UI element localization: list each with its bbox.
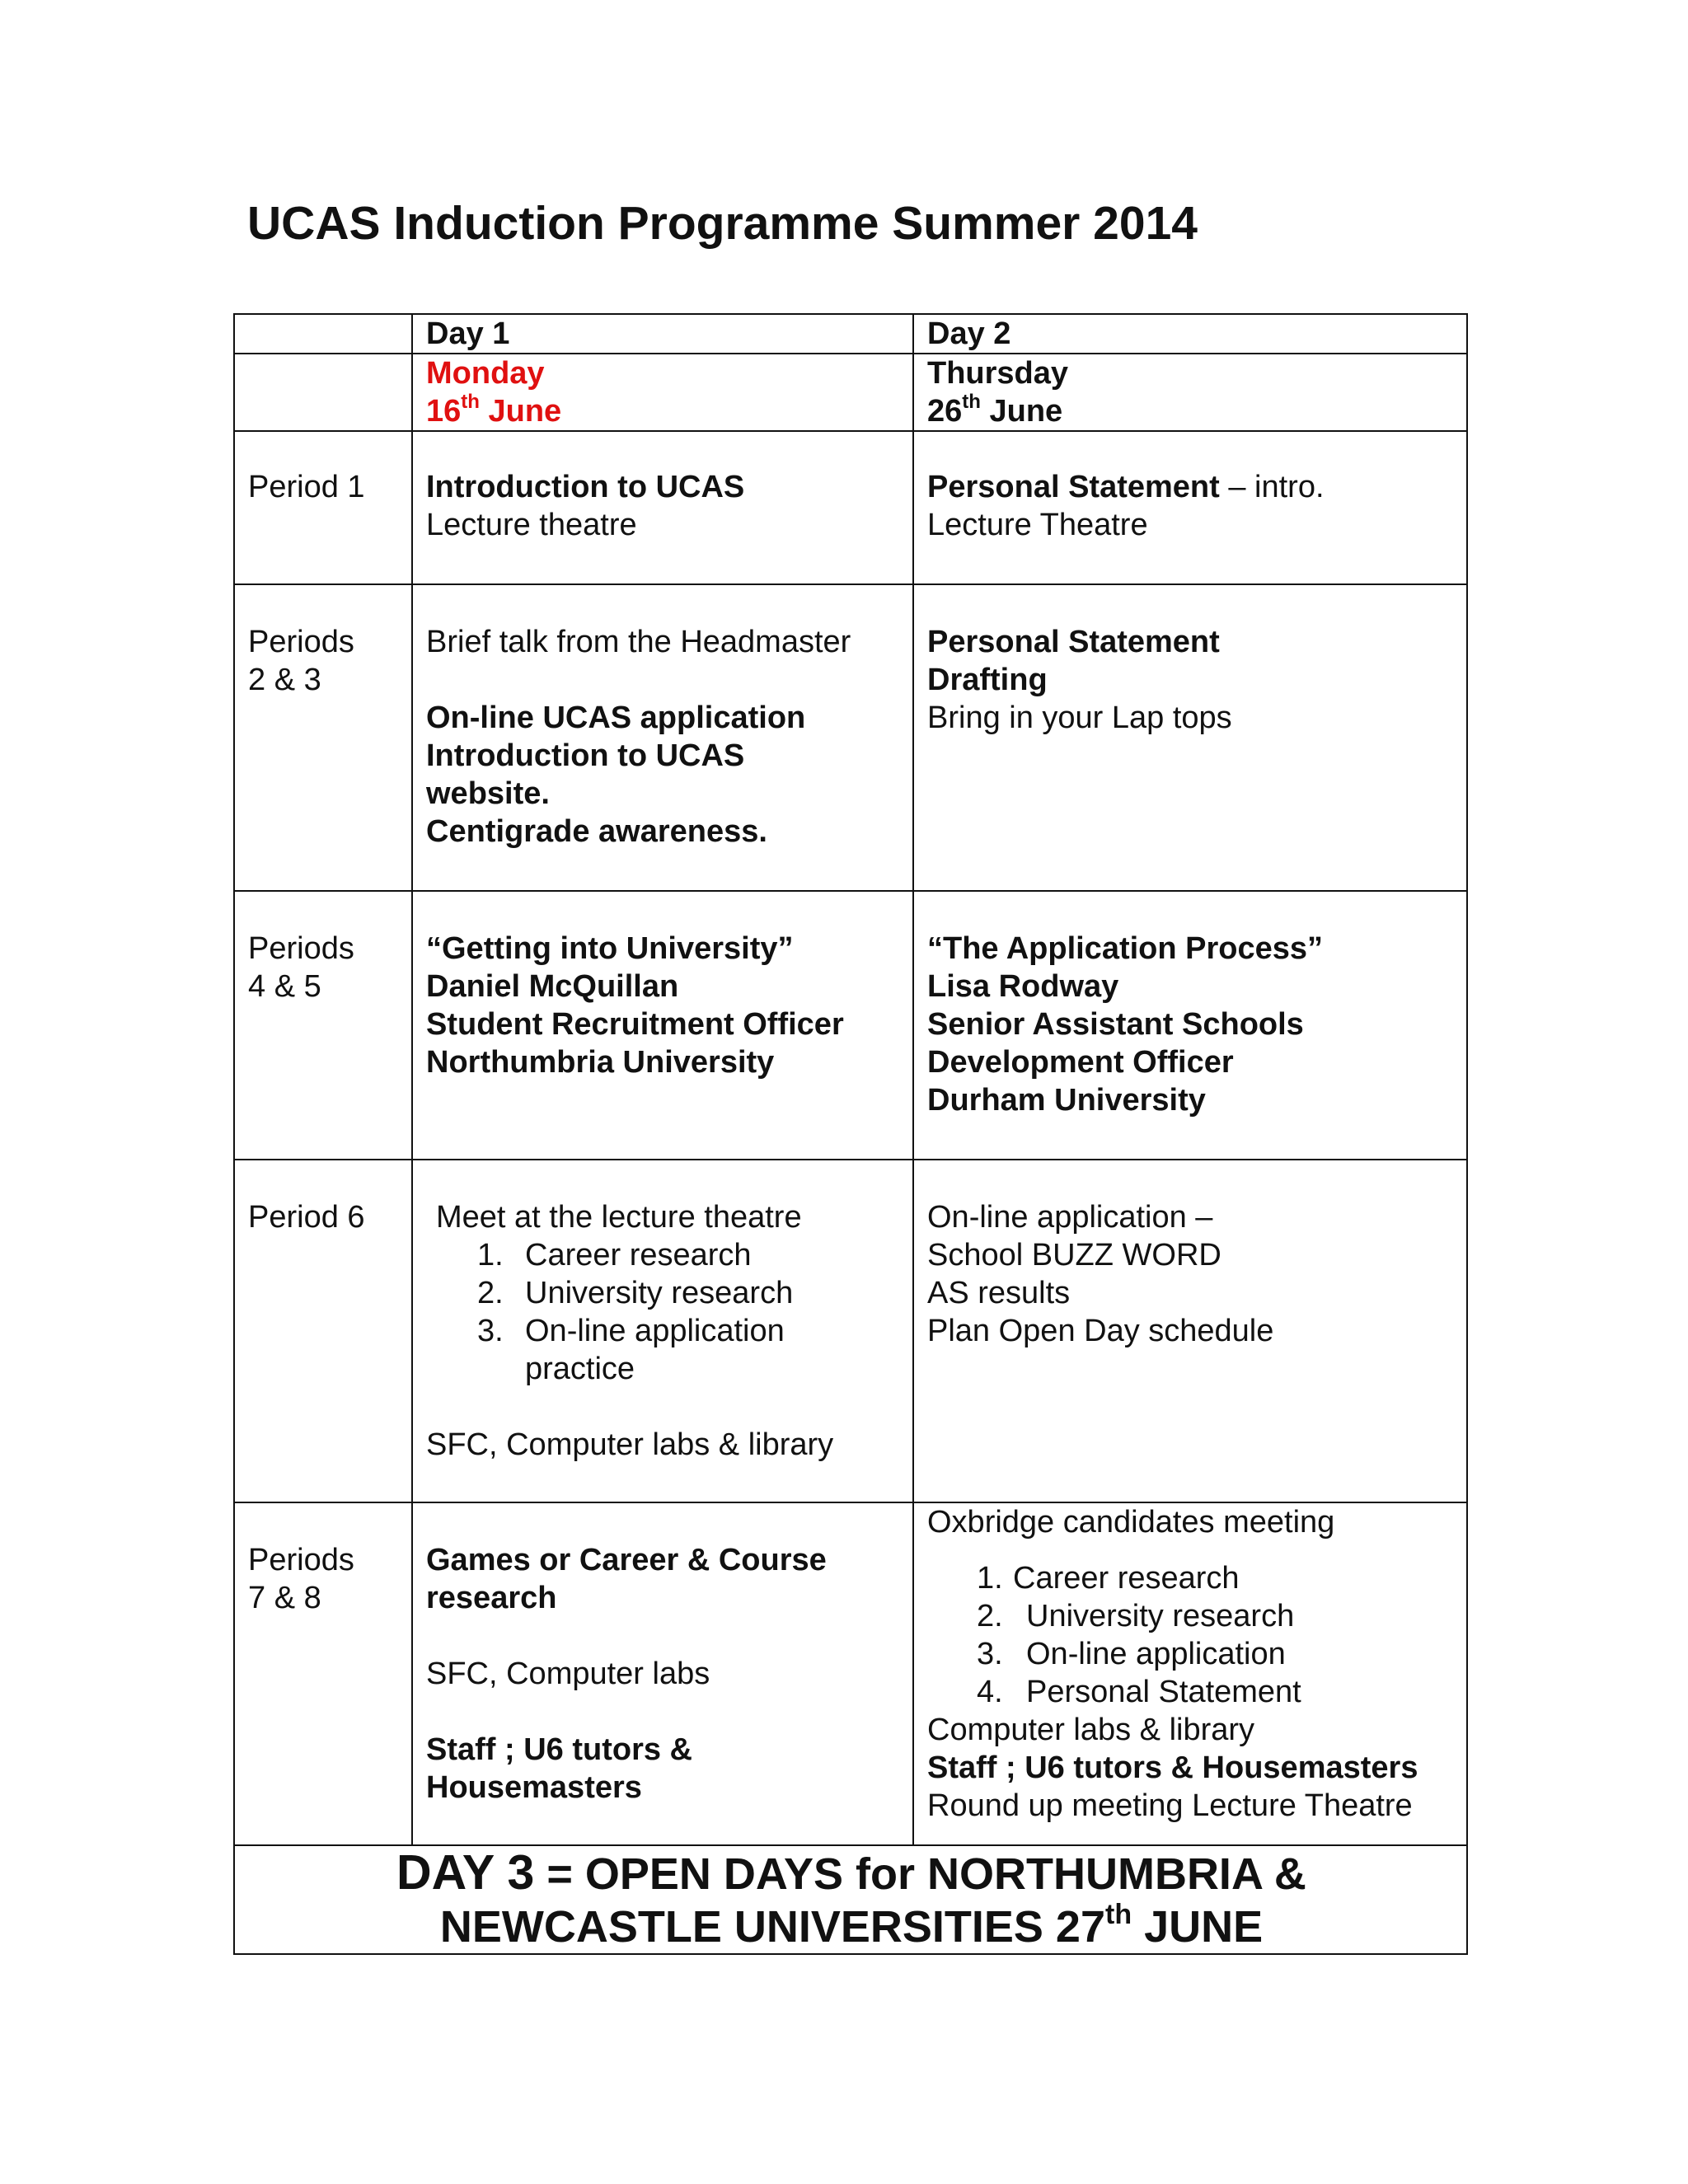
period6-day1-list [426, 1236, 901, 1388]
period6-day1-intro: Meet at the lecture theatre [436, 1200, 802, 1235]
period23-row [234, 584, 1467, 891]
day2-date: 26th June [927, 391, 1063, 429]
period1-day2-cell [913, 431, 1467, 584]
list-item: 4. Personal Statement [977, 1675, 1301, 1709]
period78-label: Periods 7 & 8 [234, 1502, 412, 1845]
period1-day2-suffix: – intro. [1219, 470, 1325, 504]
day2-weekday: Thursday [927, 356, 1069, 391]
day3-row [234, 1845, 1467, 1954]
period1-day2-place: Lecture Theatre [927, 508, 1148, 542]
day1-date: 16th June [426, 391, 562, 429]
period23-day1-intro: Brief talk from the Headmaster [426, 625, 851, 659]
corner-cell [234, 314, 412, 354]
period45-label: Periods 4 & 5 [234, 891, 412, 1160]
period6-label: Period 6 [234, 1160, 412, 1502]
day-label-row [234, 314, 1467, 354]
list-item: 2. University research [977, 1599, 1295, 1633]
period45-row [234, 891, 1467, 1160]
period1-day1-title: Introduction to UCAS [426, 470, 745, 504]
period78-row [234, 1502, 1467, 1845]
list-item: 1. Career research [477, 1238, 752, 1272]
period1-label: Period 1 [234, 431, 412, 584]
page-title: UCAS Induction Programme Summer 2014 [247, 197, 1198, 250]
date-row [234, 354, 1467, 431]
list-item: 1. Career research [977, 1561, 1240, 1596]
period78-day2-place: Computer labs & library [927, 1713, 1255, 1747]
period6-day1-cell [412, 1160, 913, 1502]
period78-day1-cell: Games or Career & Course research SFC, Computer labs Staff ; U6 tutors & Housemasters [412, 1502, 913, 1845]
period78-day2-intro: Oxbridge candidates meeting [927, 1505, 1335, 1540]
period45-day1-cell: “Getting into University” Daniel McQuillan Student Recruitment Officer Northumbria University [412, 891, 913, 1160]
period1-row [234, 431, 1467, 584]
period78-day2-round: Round up meeting Lecture Theatre [927, 1788, 1413, 1823]
period45-day2-cell: “The Application Process” Lisa Rodway Senior Assistant Schools Development Officer Durham University [913, 891, 1467, 1160]
period23-day2-note: Bring in your Lap tops [927, 701, 1232, 735]
list-item: 3. On-line application [977, 1637, 1286, 1671]
period6-day2-cell: On-line application – School BUZZ WORD AS results Plan Open Day schedule [913, 1160, 1467, 1502]
day3-banner: DAY 3 = OPEN DAYS for NORTHUMBRIA & NEWCASTLE UNIVERSITIES 27th JUNE [234, 1845, 1467, 1954]
day2-date-cell [913, 354, 1467, 431]
period78-day2-list [927, 1559, 1455, 1711]
period78-day2-staff: Staff ; U6 tutors & Housemasters [927, 1750, 1418, 1785]
period1-day1-place: Lecture theatre [426, 508, 637, 542]
day3-label: DAY 3 [396, 1845, 535, 1900]
list-item: 2. University research [477, 1276, 794, 1310]
day1-date-cell [412, 354, 913, 431]
period6-row [234, 1160, 1467, 1502]
period23-label: Periods 2 & 3 [234, 584, 412, 891]
period1-day2-title: Personal Statement [927, 470, 1220, 504]
day1-label: Day 1 [412, 314, 913, 354]
day2-label: Day 2 [913, 314, 1467, 354]
period23-day2-cell: Personal Statement Drafting Bring in your Lap tops [913, 584, 1467, 891]
period1-day1-cell [412, 431, 913, 584]
day1-weekday: Monday [426, 356, 545, 391]
list-item: 3. On-line application practice [477, 1314, 785, 1386]
schedule-table [233, 313, 1468, 1955]
period23-day1-cell: Brief talk from the Headmaster On-line UCAS application Introduction to UCAS website. Centigrade awareness. [412, 584, 913, 891]
period6-day1-place: SFC, Computer labs & library [426, 1427, 834, 1462]
period78-day2-cell [913, 1502, 1467, 1845]
date-corner-cell [234, 354, 412, 431]
period78-day1-place: SFC, Computer labs [426, 1657, 710, 1691]
